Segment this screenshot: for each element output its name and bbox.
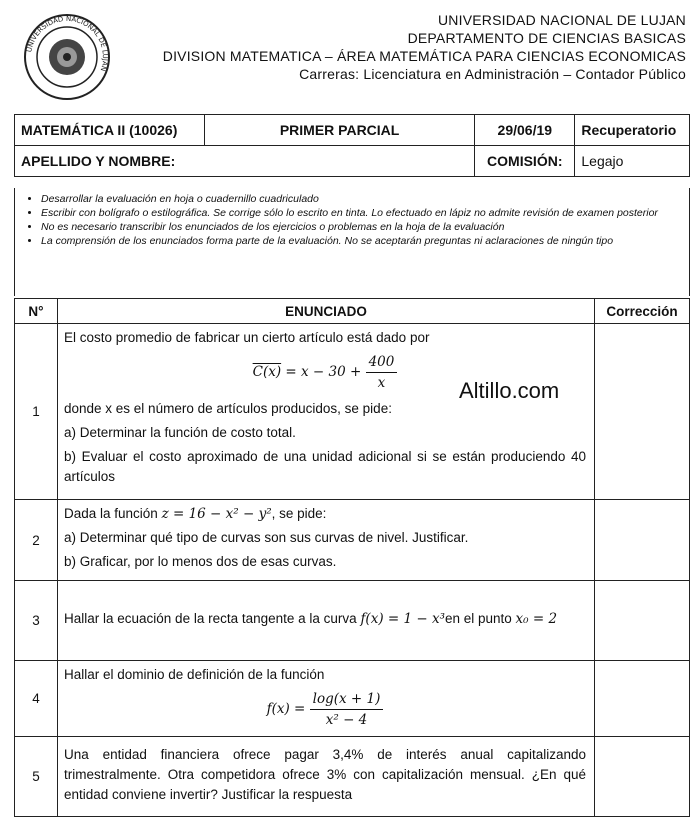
instruction-item: • Escribir con bolígrafo o estilográfica. Se corrige sólo lo escrito en tinta. Lo efectuado en lápiz no admite revisión de examen posterior [41,206,683,220]
exercise-number: 3 [15,581,58,661]
correction-cell [595,737,690,817]
subject-cell: MATEMÁTICA II (10026) [15,115,205,146]
correction-cell [595,661,690,737]
exercise-row-5 [15,737,690,817]
kind-cell: Recuperatorio [575,115,690,146]
col-header-correccion: Corrección [595,299,690,324]
exercise-after: donde x es el número de artículos producidos, se pide: [64,401,392,416]
exercise-number: 1 [15,324,58,500]
university-seal-logo [22,12,112,102]
exercise-row-2 [15,500,690,581]
exercise-number: 5 [15,737,58,817]
exercise-intro: El costo promedio de fabricar un cierto artículo está dado por [64,330,430,345]
date-cell: 29/06/19 [475,115,575,146]
comision-label-cell: COMISIÓN: [475,146,575,177]
instruction-item: • Desarrollar la evaluación en hoja o cuadernillo cuadriculado [41,192,683,206]
header-department: DEPARTAMENTO DE CIENCIAS BASICAS [407,30,686,46]
col-header-enunciado: ENUNCIADO [58,299,595,324]
exercise-statement: Hallar la ecuación de la recta tangente a la curva f(x) = 1 − x³en el punto x₀ = 2 [58,581,595,661]
exercise-row-1 [15,324,690,500]
col-header-number: N° [15,299,58,324]
instruction-item: • La comprensión de los enunciados forma parte de la evaluación. No se aceptarán preguntas ni aclaraciones de ningún tipo [41,234,683,248]
exam-type-cell: PRIMER PARCIAL [205,115,475,146]
institution-header [163,11,686,83]
exercise-number: 4 [15,661,58,737]
exercise-statement: Dada la función z = 16 − x² − y², se pide: a) Determinar qué tipo de curvas son sus curvas de nivel. Justificar. b) Graficar, por lo menos dos de esas curvas. [58,500,595,581]
exercise-item-b: b) Graficar, por lo menos dos de esas curvas. [64,554,337,569]
exercise-item-a: a) Determinar la función de costo total. [64,425,296,440]
name-label-cell: APELLIDO Y NOMBRE: [15,146,475,177]
header-careers: Carreras: Licenciatura en Administración – Contador Público [299,66,686,82]
exercise-intro: Hallar el dominio de definición de la función [64,667,325,682]
instructions-block [14,188,690,296]
exercise-item-b: b) Evaluar el costo aproximado de una unidad adicional si se están produciendo 40 artículos [64,449,586,484]
exercise-statement [58,661,595,737]
instruction-item: • No es necesario transcribir los enunciados de los ejercicios o problemas en la hoja de la evaluación [41,220,683,234]
exercise-text: Una entidad financiera ofrece pagar 3,4% de interés anual capitalizando trimestralmente. Otra competidora ofrece 3% con capitalización mensual. ¿En qué entidad conviene invertir? Justificar la respuesta [64,746,586,802]
exercise-statement [58,324,595,500]
legajo-label-cell: Legajo [575,146,690,177]
correction-cell [595,324,690,500]
exercises-table [14,298,690,817]
svg-text:UNIVERSIDAD NACIONAL DE LUJAN: UNIVERSIDAD NACIONAL DE LUJAN [25,14,110,73]
exercise-statement [58,737,595,817]
watermark-text: Altillo.com [459,378,560,403]
exercise-row-3 [15,581,690,661]
exam-info-table [14,114,690,177]
exercise-number: 2 [15,500,58,581]
correction-cell [595,500,690,581]
header-division: DIVISION MATEMATICA – ÁREA MATEMÁTICA PARA CIENCIAS ECONOMICAS [162,48,686,64]
header-university: UNIVERSIDAD NACIONAL DE LUJAN [438,12,686,28]
exercise-row-4 [15,661,690,737]
correction-cell [595,581,690,661]
average-cost-formula: C(x) = x − 30 + $\frac{400}{x}$ [64,352,586,393]
exercise-item-a: a) Determinar qué tipo de curvas son sus curvas de nivel. Justificar. [64,530,469,545]
domain-function-formula: f(x) = $\frac{\log(x + 1)}{\text{x² − 4}}$ [64,689,586,730]
